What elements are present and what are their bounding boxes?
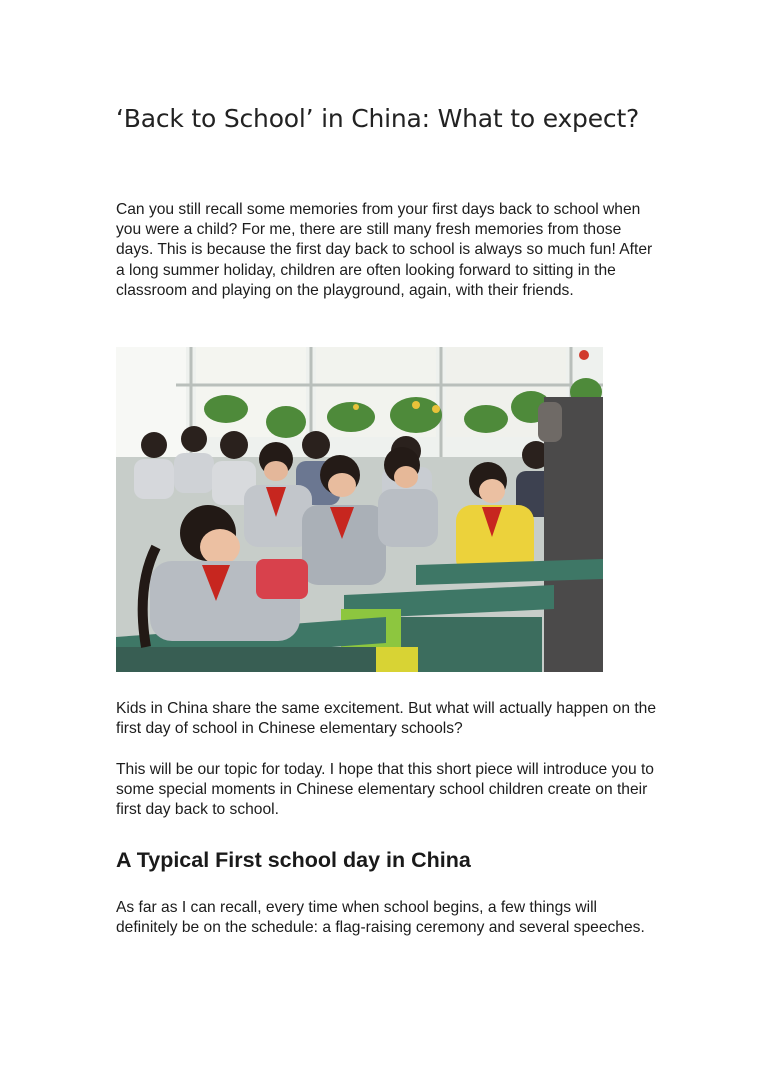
paragraph-topic: This will be our topic for today. I hope that this short piece will introduce you to some special moments in Chinese elementary school children create on their first day back to school. xyxy=(116,761,654,819)
page-title: ‘Back to School’ in China: What to expect? xyxy=(116,104,640,133)
intro-paragraph: Can you still recall some memories from your first days back to school when you were a child? For me, there are still many fresh memories from those days. This is because the first day back to school is always so much fun! After a long summer holiday, children are often looking forward to sitting in the classroom and playing on the playground, again, with their friends. xyxy=(116,201,653,299)
classroom-photo xyxy=(116,347,603,672)
section-heading: A Typical First school day in China xyxy=(116,848,471,872)
paragraph-excitement: Kids in China share the same excitement. But what will actually happen on the first day of school in Chinese elementary schools? xyxy=(116,700,657,738)
paragraph-schedule: As far as I can recall, every time when school begins, a few things will definitely be on the schedule: a flag-raising ceremony and several speeches. xyxy=(116,899,645,937)
